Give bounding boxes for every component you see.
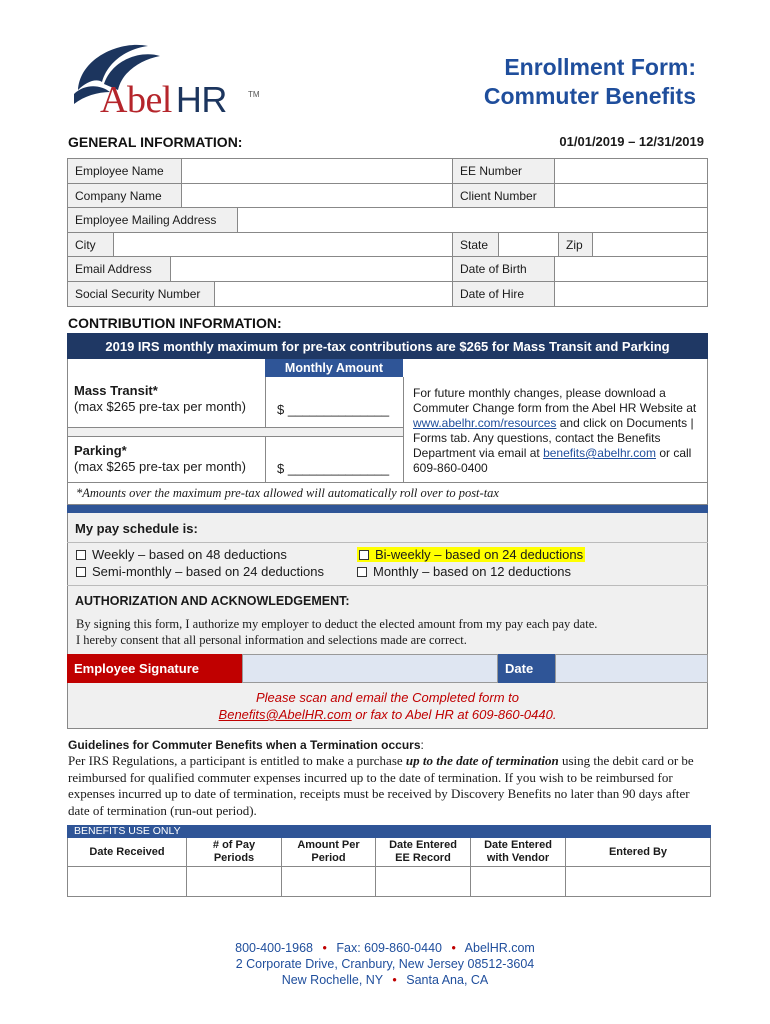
date-entered-ee-cell[interactable] — [376, 867, 471, 896]
zip-label: Zip — [559, 233, 593, 257]
col-date-received: Date Received — [68, 838, 187, 866]
amount-per-period-cell[interactable] — [282, 867, 376, 896]
email-field[interactable] — [171, 257, 453, 281]
checkbox-icon[interactable] — [359, 550, 369, 560]
logo-wordmark: Abel HR — [100, 79, 227, 121]
footer-office-2: Santa Ana, CA — [406, 973, 489, 987]
benefits-use-table — [67, 838, 711, 897]
checkbox-icon[interactable] — [76, 550, 86, 560]
ee-number-field[interactable] — [555, 159, 707, 183]
company-name-field[interactable] — [182, 184, 453, 208]
pay-schedule-heading: My pay schedule is: — [75, 521, 198, 536]
rollover-note: *Amounts over the maximum pre-tax allowed will automatically roll over to post-tax — [76, 486, 499, 500]
parking-label: Parking* (max $265 pre-tax per month) — [74, 443, 246, 474]
contribution-heading: CONTRIBUTION INFORMATION: — [68, 315, 282, 331]
entered-by-cell[interactable] — [566, 867, 710, 896]
plan-date-range: 01/01/2019 – 12/31/2019 — [559, 134, 704, 149]
divider — [67, 585, 708, 586]
date-of-hire-field[interactable] — [555, 282, 707, 307]
divider — [67, 482, 708, 483]
ssn-label: Social Security Number — [68, 282, 215, 307]
general-info-heading: GENERAL INFORMATION: — [68, 134, 243, 150]
irs-maximum-bar: 2019 IRS monthly maximum for pre-tax contributions are $265 for Mass Transit and Parking — [67, 333, 708, 359]
table-row — [68, 867, 710, 896]
spacer-row — [68, 428, 403, 436]
footer-phone: 800-400-1968 — [235, 941, 313, 955]
row-ssn-hire — [68, 282, 707, 307]
state-label: State — [453, 233, 499, 257]
bullet-icon: • — [392, 973, 397, 987]
signature-date-field[interactable] — [555, 654, 708, 683]
col-date-entered-ee: Date Entered EE Record — [376, 838, 471, 866]
email-label: Email Address — [68, 257, 171, 281]
option-monthly[interactable]: Monthly – based on 12 deductions — [357, 564, 571, 579]
page-title: Enrollment Form: Commuter Benefits — [483, 54, 696, 109]
table-header-row — [68, 838, 710, 867]
city-label: City — [68, 233, 114, 257]
mass-transit-label: Mass Transit* (max $265 pre-tax per month) — [74, 383, 246, 414]
state-field[interactable] — [499, 233, 559, 257]
option-semimonthly[interactable]: Semi-monthly – based on 24 deductions — [76, 564, 324, 579]
client-number-label: Client Number — [453, 184, 555, 208]
dob-field[interactable] — [555, 257, 707, 281]
col-amount-per-period: Amount Per Period — [282, 838, 376, 866]
bullet-icon: • — [322, 941, 327, 955]
col-entered-by: Entered By — [608, 845, 668, 858]
employee-name-label: Employee Name — [68, 159, 182, 183]
parking-amount-field[interactable]: $ ______________ — [277, 461, 390, 476]
termination-guidelines-heading: Guidelines for Commuter Benefits when a Termination occurs: — [68, 738, 424, 752]
row-city-state-zip — [68, 233, 707, 258]
client-number-field[interactable] — [555, 184, 707, 208]
termination-guidelines-text: Per IRS Regulations, a participant is entitled to make a purchase up to the date of termination using the debit card or be reimbursed for qualified commuter expenses incurred up to the date of termination. If you wish to be reimbursed for expenses incurred up to date of termination, receipts must be received by Discovery Benefits no later than 90 days after date of termination (run-out period). — [68, 753, 694, 818]
date-entered-vendor-cell[interactable] — [471, 867, 566, 896]
row-mailing-address — [68, 208, 707, 233]
checkbox-icon[interactable] — [76, 567, 86, 577]
company-name-label: Company Name — [68, 184, 182, 208]
submit-email-link[interactable]: Benefits@AbelHR.com — [218, 707, 352, 722]
monthly-amount-header: Monthly Amount — [265, 359, 403, 377]
logo-trademark: TM — [248, 90, 260, 99]
mailing-address-field[interactable] — [238, 208, 707, 232]
col-pay-periods: # of Pay Periods — [187, 838, 282, 866]
dob-label: Date of Birth — [453, 257, 555, 281]
footer-address: 2 Corporate Drive, Cranbury, New Jersey 08512-3604 — [235, 957, 535, 971]
footer-office-1: New Rochelle, NY — [281, 973, 383, 987]
signature-date-label: Date — [498, 654, 555, 683]
row-company-name — [68, 184, 707, 209]
zip-field[interactable] — [593, 233, 707, 257]
mass-transit-amount-field[interactable]: $ ______________ — [277, 402, 390, 417]
employee-signature-field[interactable] — [242, 654, 498, 683]
ee-number-label: EE Number — [453, 159, 555, 183]
mailing-address-label: Employee Mailing Address — [68, 208, 238, 232]
city-field[interactable] — [114, 233, 453, 257]
resources-link[interactable]: www.abelhr.com/resources — [413, 416, 557, 430]
checkbox-icon[interactable] — [357, 567, 367, 577]
row-employee-name — [68, 159, 707, 184]
pay-periods-cell[interactable] — [187, 867, 282, 896]
divider — [403, 377, 404, 483]
scan-instructions: Please scan and email the Completed form to Benefits@AbelHR.com or fax to Abel HR at 609-860-0440. — [218, 690, 557, 722]
future-changes-note: For future monthly changes, please download a Commuter Change form from the Abel HR Website at www.abelhr.com/resources and click on Documents | Forms tab. Any questions, contact the Benefits Department via email at benefits@abelhr.com or call 609-860-0400 — [413, 386, 697, 475]
benefits-use-only-bar: BENEFITS USE ONLY — [67, 825, 711, 838]
divider — [67, 542, 708, 543]
date-received-cell[interactable] — [68, 867, 187, 896]
employee-signature-label: Employee Signature — [67, 654, 242, 683]
authorization-text: By signing this form, I authorize my employer to deduct the elected amount from my pay each pay date. I hereby consent that all personal information and selections made are correct. — [76, 617, 598, 647]
row-email-dob — [68, 257, 707, 282]
authorization-heading: AUTHORIZATION AND ACKNOWLEDGEMENT: — [75, 594, 350, 608]
general-info-table — [67, 158, 708, 307]
footer — [0, 940, 770, 988]
option-biweekly[interactable]: Bi-weekly – based on 24 deductions — [357, 547, 585, 562]
ssn-field[interactable] — [215, 282, 453, 307]
bullet-icon: • — [451, 941, 456, 955]
benefits-email-link[interactable]: benefits@abelhr.com — [543, 446, 656, 460]
col-date-entered-vendor: Date Entered with Vendor — [471, 838, 566, 866]
footer-website[interactable]: AbelHR.com — [464, 941, 535, 955]
option-weekly[interactable]: Weekly – based on 48 deductions — [76, 547, 287, 562]
employee-name-field[interactable] — [182, 159, 453, 183]
footer-fax: Fax: 609-860-0440 — [336, 941, 442, 955]
date-of-hire-label: Date of Hire — [453, 282, 555, 307]
pay-schedule-bar — [67, 505, 708, 513]
